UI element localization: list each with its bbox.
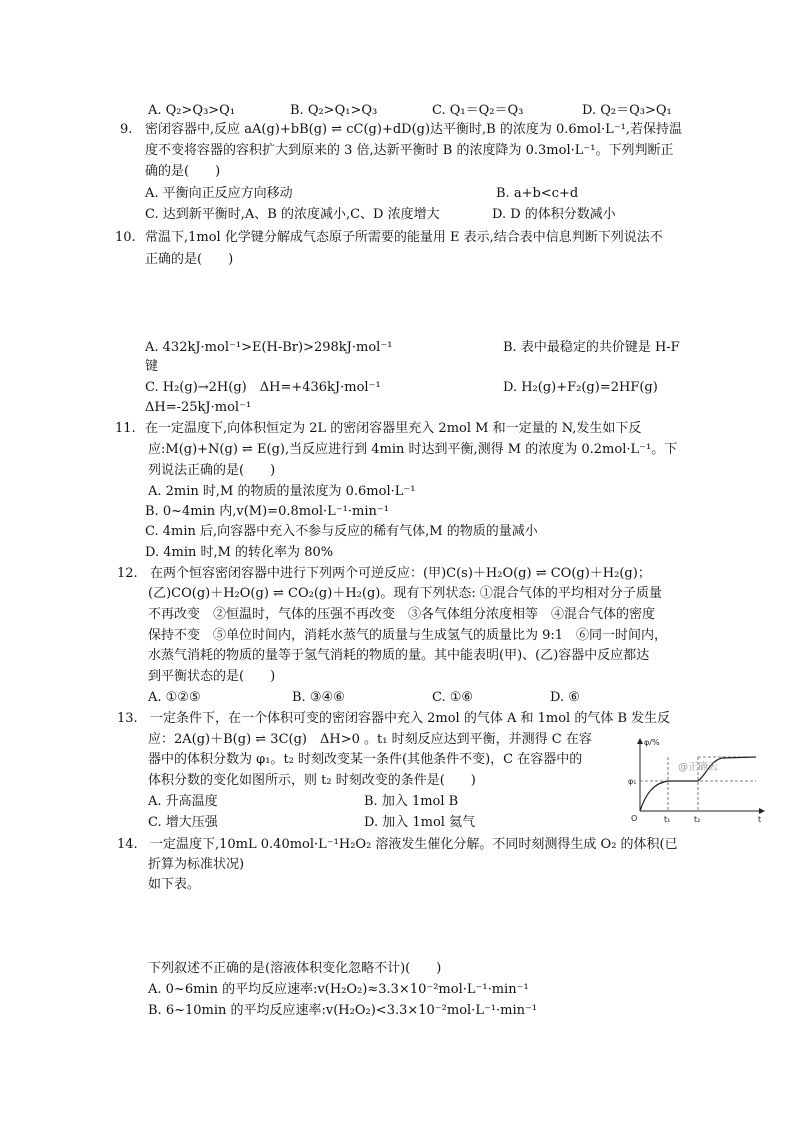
q10-option-b-cont: 键 [145, 359, 159, 374]
q13-option-d: D. 加入 1mol 氦气 [364, 815, 476, 830]
q10-option-b: B. 表中最稳定的共价键是 H-F [503, 340, 680, 355]
q8-option-c: C. Q₁＝Q₂＝Q₃ [432, 103, 524, 118]
q11-option-a: A. 2min 时,M 的物质的量浓度为 0.6mol·L⁻¹ [148, 484, 416, 499]
q8-option-d: D. Q₂＝Q₃>Q₁ [582, 103, 672, 118]
q14-stem-line1: 一定温度下,10mL 0.40mol·L⁻¹H₂O₂ 溶液发生催化分解。不同时刻测得生成 O₂ 的体积(已 [150, 837, 678, 852]
q12-stem-line3: 不再改变 ②恒温时，气体的压强不再改变 ③各气体组分浓度相等 ④混合气体的密度 [148, 607, 656, 622]
q11-stem-line2: 应:M(g)+N(g) ⇌ E(g),当反应进行到 4min 时达到平衡,测得 M 的浓度为 0.2mol·L⁻¹。下 [148, 442, 678, 457]
q10-option-c: C. H₂(g)→2H(g) ΔH=+436kJ·mol⁻¹ [145, 380, 381, 395]
q14-stem-line3: 如下表。 [148, 877, 201, 892]
q11-stem-line1: 在一定温度下,向体积恒定为 2L 的密闭容器里充入 2mol M 和一定量的 N,发生如下反 [145, 421, 642, 436]
q12-stem-line5: 水蒸气消耗的物质的量等于氢气消耗的物质的量。其中能表明(甲)、(乙)容器中反应都达 [148, 648, 650, 663]
q13-option-b: B. 加入 1mol B [364, 794, 459, 809]
phi1-label: φ₁ [628, 777, 637, 786]
q12-option-d: D. ⑥ [550, 690, 580, 705]
q12-number: 12. [117, 566, 138, 581]
q9-option-b: B. a+b<c+d [496, 186, 579, 201]
q9-stem-line1: 密闭容器中,反应 aA(g)+bB(g) ⇌ cC(g)+dD(g)达平衡时,B 的浓度为 0.6mol·L⁻¹,若保持温 [145, 122, 682, 137]
q8-option-a: A. Q₂>Q₃>Q₁ [148, 103, 236, 118]
q14-number: 14. [117, 837, 138, 852]
q13-option-a: A. 升高温度 [148, 794, 218, 809]
t-axis-label: t [758, 815, 762, 824]
q13-stem-line1: 一定条件下，在一个体积可变的密闭容器中充入 2mol 的气体 A 和 1mol 的气体 B 发生反 [150, 711, 671, 726]
q10-option-a: A. 432kJ·mol⁻¹>E(H-Br)>298kJ·mol⁻¹ [145, 340, 393, 355]
q12-stem-line6: 到平衡状态的是( ) [148, 669, 276, 684]
q12-option-c: C. ①⑥ [432, 690, 474, 705]
q11-option-c: C. 4min 后,向容器中充入不参与反应的稀有气体,M 的物质的量减小 [145, 524, 538, 539]
q10-option-d-cont: ΔH=-25kJ·mol⁻¹ [145, 400, 252, 415]
q9-stem-line3: 确的是( ) [145, 164, 221, 179]
q9-option-d: D. D 的体积分数减小 [492, 207, 616, 222]
q13-option-c: C. 增大压强 [148, 815, 218, 830]
t2-label: t₂ [694, 815, 701, 824]
q13-stem-line3: 器中的体积分数为 φ₁。t₂ 时刻改变某一条件(其他条件不变)，C 在容器中的 [148, 752, 583, 767]
q12-stem-line2: (乙)CO(g)＋H₂O(g) ⇌ CO₂(g)＋H₂(g)。现有下列状态: ①混合气体的平均相对分子质量 [148, 586, 662, 601]
q9-number: 9. [120, 122, 133, 137]
q12-option-b: B. ③④⑥ [292, 690, 345, 705]
q14-stem-line2: 折算为标准状况) [148, 857, 245, 872]
q11-stem-line3: 列说法正确的是( ) [148, 463, 276, 478]
q9-option-a: A. 平衡向正反应方向移动 [145, 186, 293, 201]
q14-option-a: A. 0~6min 的平均反应速率:v(H₂O₂)≈3.3×10⁻²mol·L⁻¹·min⁻¹ [148, 982, 529, 997]
q13-figure [626, 735, 768, 827]
q11-option-d: D. 4min 时,M 的转化率为 80% [145, 545, 334, 560]
q14-option-b: B. 6~10min 的平均反应速率:v(H₂O₂)<3.3×10⁻²mol·L⁻¹·min⁻¹ [148, 1003, 538, 1018]
q13-stem-line4: 体积分数的变化如图所示，则 t₂ 时刻改变的条件是( ) [148, 773, 476, 788]
q12-option-a: A. ①②⑤ [148, 690, 201, 705]
q12-stem-line1: 在两个恒容密闭容器中进行下列两个可逆反应：(甲)C(s)＋H₂O(g) ⇌ CO(g)＋H₂(g)； [150, 566, 651, 581]
q9-option-c: C. 达到新平衡时,A、B 的浓度减小,C、D 浓度增大 [145, 207, 440, 222]
q10-stem-line2: 正确的是( ) [145, 252, 234, 267]
q13-stem-line2: 应：2A(g)＋B(g) ⇌ 3C(g) ΔH>0 。t₁ 时刻反应达到平衡，并测得 C 在容 [148, 732, 592, 747]
q12-stem-line4: 保持不变 ⑤单位时间内，消耗水蒸气的质量与生成氢气的质量比为 9:1 ⑥同一时间内， [148, 628, 668, 643]
q10-option-d: D. H₂(g)+F₂(g)=2HF(g) [503, 380, 658, 395]
q10-number: 10. [115, 230, 136, 245]
q9-stem-line2: 度不变将容器的容积扩大到原来的 3 倍,达新平衡时 B 的浓度降为 0.3mol·L⁻¹。下列判断正 [145, 143, 674, 158]
q11-number: 11. [115, 421, 136, 436]
q13-number: 13. [117, 711, 138, 726]
origin-label: O [631, 814, 638, 823]
q14-stem-line4: 下列叙述不正确的是(溶液体积变化忽略不计)( ) [148, 961, 442, 976]
q8-option-b: B. Q₂>Q₁>Q₃ [290, 103, 378, 118]
q11-option-b: B. 0~4min 内,v(M)=0.8mol·L⁻¹·min⁻¹ [145, 504, 389, 519]
t1-label: t₁ [664, 815, 671, 824]
q10-stem-line1: 常温下,1mol 化学键分解成气态原子所需要的能量用 E 表示,结合表中信息判断下列说法不 [145, 230, 663, 245]
watermark: @正确云 [678, 762, 718, 773]
y-axis-label: φ/% [644, 738, 660, 747]
